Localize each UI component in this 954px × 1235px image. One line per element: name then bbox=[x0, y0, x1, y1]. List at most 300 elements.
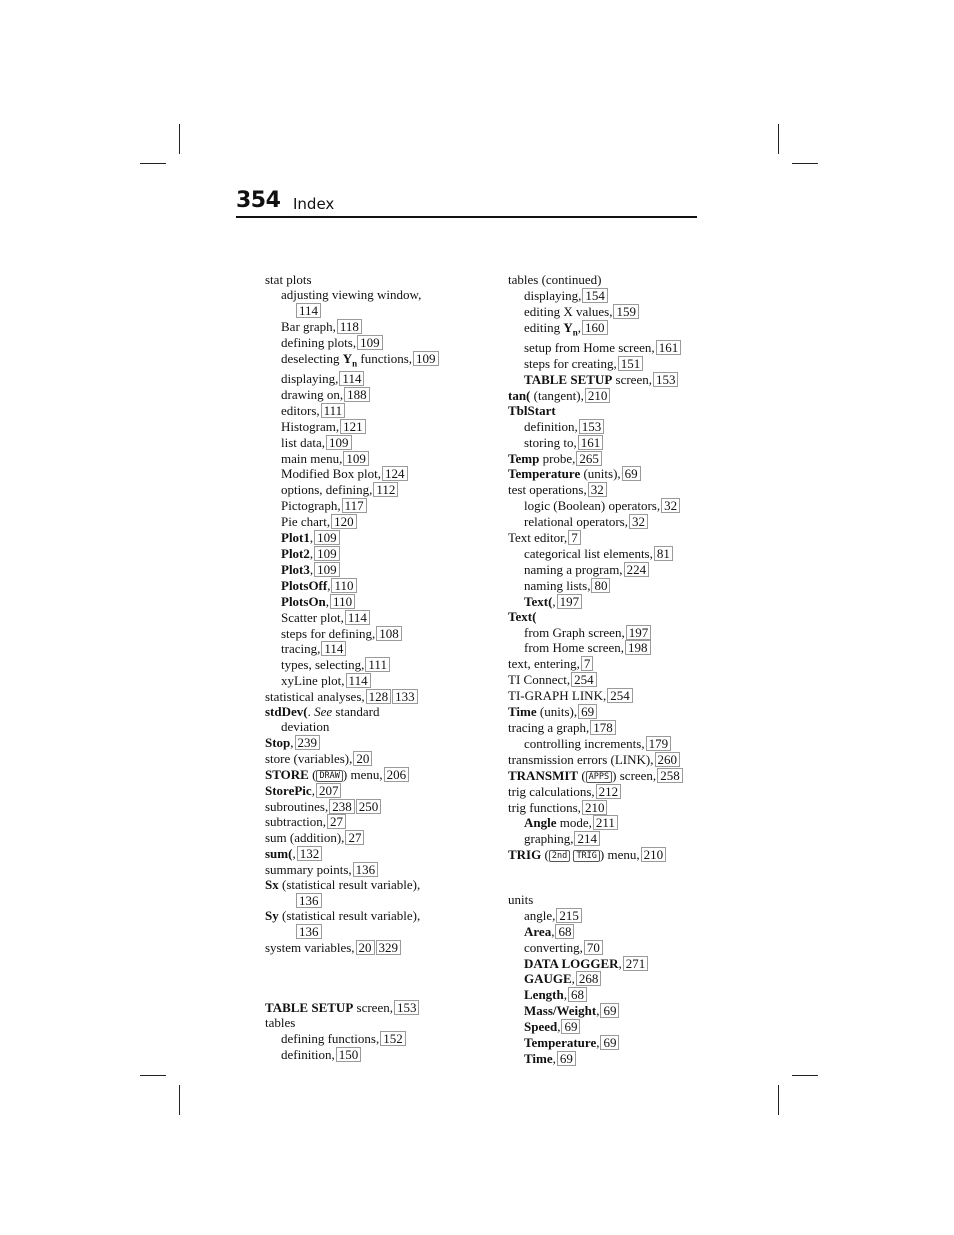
index-term: stat plots bbox=[265, 272, 312, 287]
index-term: Time bbox=[524, 1050, 553, 1066]
index-term: editors, bbox=[281, 402, 320, 418]
index-term: DATA LOGGER bbox=[524, 955, 619, 971]
page-ref-link[interactable]: 159 bbox=[613, 304, 639, 319]
index-term: units bbox=[508, 891, 534, 907]
index-entry bbox=[508, 1035, 708, 1051]
index-entry bbox=[508, 800, 708, 816]
index-term: probe, bbox=[539, 450, 576, 466]
index-term: functions, bbox=[357, 350, 413, 366]
index-term: (statistical result variable), bbox=[278, 907, 421, 923]
page-ref-link[interactable]: 112 bbox=[373, 482, 398, 497]
index-term: Plot1 bbox=[281, 530, 310, 546]
page-ref-link[interactable]: 69 bbox=[578, 704, 597, 719]
index-entry bbox=[265, 371, 465, 387]
index-term: editing bbox=[524, 319, 564, 335]
page-ref-link[interactable]: 268 bbox=[576, 971, 602, 986]
index-term: graphing, bbox=[524, 831, 574, 847]
index-entry bbox=[265, 498, 465, 514]
page-ref-link[interactable]: 120 bbox=[331, 514, 357, 529]
index-term: ( bbox=[541, 847, 549, 863]
index-term: TI-GRAPH LINK, bbox=[508, 688, 607, 704]
page-number: 354 bbox=[236, 188, 281, 213]
index-entry bbox=[508, 656, 708, 672]
page-ref-link[interactable]: 153 bbox=[579, 419, 605, 434]
index-entry bbox=[265, 546, 465, 562]
index-term: TABLE SETUP bbox=[524, 372, 613, 388]
index-term: Plot2 bbox=[281, 546, 310, 561]
page-ref-link[interactable]: 118 bbox=[337, 319, 362, 334]
page-ref-link[interactable]: 238 bbox=[329, 799, 355, 814]
page-ref-link[interactable]: 151 bbox=[618, 356, 644, 371]
index-term: Angle bbox=[524, 815, 557, 831]
page-ref-link[interactable]: 239 bbox=[295, 735, 321, 750]
index-entry bbox=[265, 594, 465, 610]
index-entry bbox=[265, 562, 465, 578]
index-entry bbox=[508, 356, 708, 372]
index-term: , bbox=[327, 577, 331, 593]
index-entry bbox=[508, 372, 708, 388]
index-entry bbox=[508, 304, 708, 320]
index-entry bbox=[508, 562, 708, 578]
index-entry bbox=[508, 987, 708, 1003]
page-ref-link[interactable]: 27 bbox=[327, 814, 346, 829]
index-term: Temp bbox=[508, 450, 540, 466]
page-ref-link[interactable]: 117 bbox=[342, 498, 367, 513]
index-term: from Graph screen, bbox=[524, 624, 625, 640]
page-ref-link[interactable]: 254 bbox=[571, 672, 597, 687]
index-term: screen, bbox=[353, 1000, 393, 1016]
crop-mark bbox=[179, 124, 180, 154]
page-ref-link[interactable]: 114 bbox=[296, 303, 321, 318]
index-entry bbox=[265, 451, 465, 467]
index-entry bbox=[265, 940, 465, 956]
index-term: steps for creating, bbox=[524, 356, 617, 372]
index-term: system variables, bbox=[265, 939, 355, 955]
index-term: deselecting bbox=[281, 350, 343, 366]
index-term: subroutines, bbox=[265, 798, 329, 814]
index-term: , bbox=[557, 1019, 561, 1035]
page-ref-link[interactable]: 32 bbox=[661, 498, 680, 513]
page-ref-link[interactable]: 69 bbox=[600, 1035, 619, 1050]
index-entry bbox=[508, 340, 708, 356]
index-term: Histogram, bbox=[281, 418, 340, 434]
page-ref-link[interactable]: 214 bbox=[574, 831, 600, 846]
index-term: tables bbox=[265, 1015, 296, 1031]
index-term: Bar graph, bbox=[281, 318, 336, 334]
index-term: from Home screen, bbox=[524, 640, 624, 656]
index-term: , bbox=[311, 782, 315, 798]
page-ref-link[interactable]: 109 bbox=[326, 435, 352, 450]
index-term: , bbox=[577, 319, 582, 335]
index-term-subscript: n bbox=[352, 358, 358, 369]
index-term: Text editor, bbox=[508, 530, 568, 546]
page-ref-link[interactable]: 160 bbox=[582, 320, 608, 335]
index-term: TRANSMIT bbox=[508, 767, 579, 783]
calculator-key: DRAW bbox=[316, 770, 342, 782]
page-ref-link[interactable]: 178 bbox=[590, 720, 616, 735]
index-term: See bbox=[314, 704, 333, 720]
page-ref-link[interactable]: 32 bbox=[629, 514, 648, 529]
index-term: Temperature bbox=[524, 1035, 597, 1051]
crop-mark bbox=[792, 163, 818, 164]
index-entry bbox=[265, 924, 465, 940]
index-entry bbox=[265, 735, 465, 751]
index-entry bbox=[508, 720, 708, 736]
index-entry bbox=[265, 673, 465, 689]
index-entry bbox=[508, 273, 708, 288]
page-ref-link[interactable]: 109 bbox=[314, 530, 340, 545]
index-term: (statistical result variable), bbox=[278, 877, 421, 893]
page-ref-link[interactable]: 179 bbox=[646, 736, 672, 751]
page-ref-link[interactable]: 207 bbox=[316, 783, 342, 798]
crop-mark bbox=[140, 163, 166, 164]
index-entry bbox=[508, 451, 708, 467]
page-ref-link[interactable]: 152 bbox=[380, 1031, 406, 1046]
index-column-right bbox=[508, 273, 708, 1067]
index-entry bbox=[508, 530, 708, 546]
page-ref-link[interactable]: 197 bbox=[626, 625, 652, 640]
index-term: Text( bbox=[524, 593, 553, 609]
index-term: defining functions, bbox=[281, 1031, 380, 1047]
index-spacer bbox=[265, 956, 465, 971]
index-term: Length bbox=[524, 987, 564, 1003]
page-ref-link[interactable]: 109 bbox=[314, 562, 340, 577]
index-term: xyLine plot, bbox=[281, 673, 345, 689]
index-term: main menu, bbox=[281, 450, 343, 466]
page-ref-link[interactable]: 110 bbox=[330, 594, 355, 609]
index-term: Sy bbox=[265, 907, 279, 923]
page-ref-link[interactable]: 136 bbox=[296, 924, 322, 939]
index-entry bbox=[508, 625, 708, 641]
index-entry bbox=[508, 736, 708, 752]
index-entry bbox=[508, 847, 708, 863]
index-term: (tangent), bbox=[530, 387, 584, 403]
index-term: setup from Home screen, bbox=[524, 340, 655, 356]
index-column-left bbox=[265, 273, 465, 1063]
index-entry bbox=[265, 466, 465, 482]
index-term: statistical analyses, bbox=[265, 689, 365, 705]
page-ref-link[interactable]: 68 bbox=[555, 924, 574, 939]
index-entry bbox=[265, 893, 465, 909]
index-entry bbox=[265, 878, 465, 893]
page-ref-link[interactable]: 109 bbox=[314, 546, 340, 561]
page-ref-link[interactable]: 329 bbox=[376, 940, 402, 955]
index-entry bbox=[265, 1031, 465, 1047]
index-entry bbox=[265, 1047, 465, 1063]
page-ref-link[interactable]: 69 bbox=[557, 1051, 576, 1066]
crop-mark bbox=[140, 1075, 166, 1076]
index-term: categorical list elements, bbox=[524, 546, 653, 561]
page-ref-link[interactable]: 68 bbox=[568, 987, 587, 1002]
index-entry bbox=[508, 419, 708, 435]
index-entry bbox=[508, 971, 708, 987]
index-term: logic (Boolean) operators, bbox=[524, 498, 661, 514]
page-ref-link[interactable]: 111 bbox=[321, 403, 346, 418]
index-entry bbox=[508, 688, 708, 704]
index-term: naming a program, bbox=[524, 561, 623, 577]
index-entry bbox=[265, 862, 465, 878]
page-ref-link[interactable]: 271 bbox=[623, 956, 649, 971]
index-entry bbox=[265, 530, 465, 546]
index-spacer bbox=[265, 985, 465, 1000]
index-term-subscript: n bbox=[572, 327, 578, 338]
page-ref-link[interactable]: 114 bbox=[345, 610, 370, 625]
index-spacer bbox=[508, 878, 708, 893]
index-entry bbox=[508, 893, 708, 908]
index-term: store (variables), bbox=[265, 750, 353, 766]
index-term: GAUGE bbox=[524, 971, 572, 987]
page-title: Index bbox=[293, 195, 335, 213]
index-entry bbox=[508, 704, 708, 720]
index-entry bbox=[508, 1051, 708, 1067]
index-entry bbox=[265, 814, 465, 830]
index-entry bbox=[265, 657, 465, 673]
page-ref-link[interactable]: 114 bbox=[346, 673, 371, 688]
index-term: , bbox=[552, 1050, 556, 1066]
index-term: , bbox=[309, 546, 314, 561]
index-term: storing to, bbox=[524, 434, 577, 450]
index-entry bbox=[508, 388, 708, 404]
index-entry bbox=[508, 1003, 708, 1019]
page-ref-link[interactable]: 250 bbox=[356, 799, 382, 814]
page-ref-link[interactable]: 132 bbox=[297, 846, 323, 861]
index-entry bbox=[265, 751, 465, 767]
page-ref-link[interactable]: 7 bbox=[581, 656, 594, 671]
index-entry bbox=[508, 514, 708, 530]
index-entry bbox=[508, 768, 708, 784]
page-ref-link[interactable]: 161 bbox=[656, 340, 682, 355]
page-ref-link[interactable]: 188 bbox=[344, 387, 370, 402]
page-ref-link[interactable]: 197 bbox=[557, 594, 583, 609]
index-entry bbox=[508, 672, 708, 688]
index-term: , bbox=[596, 1035, 600, 1051]
index-term: text, entering, bbox=[508, 656, 580, 672]
index-term: tracing a graph, bbox=[508, 719, 590, 735]
index-entry bbox=[508, 466, 708, 482]
index-term: , bbox=[596, 1003, 600, 1019]
page-ref-link[interactable]: 109 bbox=[357, 335, 383, 350]
index-term: steps for defining, bbox=[281, 625, 376, 641]
index-spacer bbox=[265, 970, 465, 985]
index-entry bbox=[265, 273, 465, 288]
index-term: , bbox=[290, 734, 294, 750]
index-entry bbox=[265, 335, 465, 351]
index-entry bbox=[265, 419, 465, 435]
index-term: displaying, bbox=[281, 371, 339, 387]
index-term: mode, bbox=[556, 815, 592, 831]
index-entry bbox=[508, 831, 708, 847]
page-ref-link[interactable]: 20 bbox=[356, 940, 375, 955]
page-ref-link[interactable]: 153 bbox=[394, 1000, 420, 1015]
index-term: stdDev( bbox=[265, 704, 308, 720]
page-ref-link[interactable]: 224 bbox=[624, 562, 650, 577]
index-term: drawing on, bbox=[281, 386, 344, 402]
index-entry bbox=[508, 924, 708, 940]
page-ref-link[interactable]: 210 bbox=[641, 847, 667, 862]
index-term: Y bbox=[563, 319, 573, 335]
page-ref-link[interactable]: 124 bbox=[382, 466, 408, 481]
index-term: PlotsOn bbox=[281, 593, 326, 609]
index-term: controlling increments, bbox=[524, 735, 645, 751]
index-term: ( bbox=[578, 767, 586, 783]
page-ref-link[interactable]: 215 bbox=[556, 908, 582, 923]
index-entry bbox=[265, 767, 465, 783]
index-entry bbox=[265, 720, 465, 735]
index-entry bbox=[508, 956, 708, 972]
page-ref-link[interactable]: 210 bbox=[585, 388, 611, 403]
index-entry bbox=[508, 546, 708, 562]
page-ref-link[interactable]: 206 bbox=[384, 767, 410, 782]
page-ref-link[interactable]: 111 bbox=[365, 657, 390, 672]
index-entry bbox=[508, 320, 708, 341]
page-ref-link[interactable]: 153 bbox=[653, 372, 679, 387]
index-term: transmission errors (LINK), bbox=[508, 751, 654, 767]
index-term: Pictograph, bbox=[281, 498, 341, 514]
index-term: . bbox=[307, 704, 315, 720]
index-entry bbox=[265, 1016, 465, 1031]
index-term: naming lists, bbox=[524, 577, 591, 593]
index-entry bbox=[265, 610, 465, 626]
page-ref-link[interactable]: 108 bbox=[376, 626, 402, 641]
index-term: summary points, bbox=[265, 862, 352, 878]
page-ref-link[interactable]: 212 bbox=[596, 784, 622, 799]
index-term: editing X values, bbox=[524, 303, 613, 319]
index-term: TblStart bbox=[508, 402, 556, 418]
page-ref-link[interactable]: 32 bbox=[588, 482, 607, 497]
index-term: Area bbox=[524, 923, 552, 939]
index-entry bbox=[265, 403, 465, 419]
index-term: relational operators, bbox=[524, 514, 628, 530]
index-entry bbox=[265, 351, 465, 372]
page-ref-link[interactable]: 114 bbox=[321, 641, 346, 656]
page-ref-link[interactable]: 258 bbox=[657, 768, 683, 783]
index-term: options, defining, bbox=[281, 482, 373, 498]
index-entry bbox=[508, 404, 708, 419]
index-term: PlotsOff bbox=[281, 577, 328, 593]
page-ref-link[interactable]: 69 bbox=[622, 466, 641, 481]
index-term: Sx bbox=[265, 877, 279, 893]
index-entry bbox=[508, 784, 708, 800]
page-ref-link[interactable]: 20 bbox=[353, 751, 372, 766]
index-term: sum( bbox=[265, 846, 293, 862]
page-ref-link[interactable]: 133 bbox=[392, 689, 418, 704]
page-ref-link[interactable]: 210 bbox=[582, 800, 608, 815]
index-entry bbox=[508, 482, 708, 498]
page-ref-link[interactable]: 128 bbox=[366, 689, 392, 704]
index-entry bbox=[508, 594, 708, 610]
index-term: trig calculations, bbox=[508, 783, 595, 799]
index-term: Scatter plot, bbox=[281, 609, 344, 625]
page-ref-link[interactable]: 81 bbox=[654, 546, 673, 561]
index-term: TI Connect, bbox=[508, 672, 571, 688]
page-ref-link[interactable]: 69 bbox=[600, 1003, 619, 1018]
calculator-key: 2nd bbox=[549, 850, 570, 862]
index-term: tables (continued) bbox=[508, 272, 602, 287]
crop-mark bbox=[778, 124, 779, 154]
index-entry bbox=[265, 578, 465, 594]
index-term: Text( bbox=[508, 608, 537, 624]
index-term: TRIG bbox=[508, 847, 542, 863]
index-term: definition, bbox=[524, 418, 578, 434]
page-ref-link[interactable]: 260 bbox=[655, 752, 681, 767]
index-term: Temperature bbox=[508, 466, 581, 482]
index-term: (units), bbox=[536, 704, 578, 720]
index-term: subtraction, bbox=[265, 814, 327, 830]
index-term: definition, bbox=[281, 1046, 335, 1062]
index-term: ) screen, bbox=[612, 767, 657, 783]
page-ref-link[interactable]: 121 bbox=[340, 419, 366, 434]
page-ref-link[interactable]: 265 bbox=[576, 451, 602, 466]
page-ref-link[interactable]: 27 bbox=[345, 830, 364, 845]
index-entry bbox=[265, 830, 465, 846]
index-term: displaying, bbox=[524, 287, 582, 303]
page-ref-link[interactable]: 114 bbox=[339, 371, 364, 386]
index-entry bbox=[265, 846, 465, 862]
index-entry bbox=[265, 514, 465, 530]
index-entry bbox=[265, 799, 465, 815]
index-term: (units), bbox=[580, 466, 621, 482]
calculator-key: APPS bbox=[586, 771, 612, 783]
page-ref-link[interactable]: 150 bbox=[336, 1047, 362, 1062]
index-entry bbox=[265, 288, 465, 303]
index-term: adjusting viewing window, bbox=[281, 286, 422, 302]
index-term: ) menu, bbox=[342, 766, 383, 782]
index-entry bbox=[508, 752, 708, 768]
index-term: , bbox=[571, 971, 575, 987]
page-ref-link[interactable]: 80 bbox=[591, 578, 610, 593]
page-ref-link[interactable]: 109 bbox=[413, 351, 439, 366]
crop-mark bbox=[778, 1085, 779, 1115]
index-term: , bbox=[325, 593, 330, 609]
index-term: , bbox=[551, 923, 555, 939]
page-ref-link[interactable]: 198 bbox=[625, 640, 651, 655]
index-entry bbox=[265, 909, 465, 924]
index-term: standard bbox=[332, 704, 380, 720]
page-ref-link[interactable]: 211 bbox=[593, 815, 618, 830]
index-entry bbox=[265, 435, 465, 451]
index-term: , bbox=[563, 987, 567, 1003]
index-entry bbox=[265, 641, 465, 657]
page-ref-link[interactable]: 7 bbox=[568, 530, 581, 545]
page-ref-link[interactable]: 161 bbox=[578, 435, 604, 450]
index-term: StorePic bbox=[265, 782, 312, 798]
page-ref-link[interactable]: 254 bbox=[607, 688, 633, 703]
index-entry bbox=[265, 783, 465, 799]
index-entry bbox=[265, 482, 465, 498]
page-ref-link[interactable]: 154 bbox=[582, 288, 608, 303]
index-term: , bbox=[552, 593, 556, 609]
page-ref-link[interactable]: 69 bbox=[561, 1019, 580, 1034]
index-term: , bbox=[309, 561, 314, 577]
page-ref-link[interactable]: 136 bbox=[296, 893, 322, 908]
page-ref-link[interactable]: 70 bbox=[584, 940, 603, 955]
index-entry bbox=[265, 689, 465, 705]
index-term: Modified Box plot, bbox=[281, 466, 382, 482]
index-entry bbox=[508, 435, 708, 451]
page-ref-link[interactable]: 110 bbox=[331, 578, 356, 593]
page-ref-link[interactable]: 109 bbox=[343, 451, 369, 466]
index-term: screen, bbox=[612, 372, 652, 388]
page-ref-link[interactable]: 136 bbox=[353, 862, 379, 877]
index-term: ( bbox=[308, 766, 317, 782]
index-term: Speed bbox=[524, 1019, 558, 1035]
index-term: sum (addition), bbox=[265, 830, 345, 846]
index-entry bbox=[265, 626, 465, 642]
index-term: test operations, bbox=[508, 482, 587, 498]
index-term: angle, bbox=[524, 907, 556, 923]
crop-mark bbox=[179, 1085, 180, 1115]
index-entry bbox=[508, 940, 708, 956]
